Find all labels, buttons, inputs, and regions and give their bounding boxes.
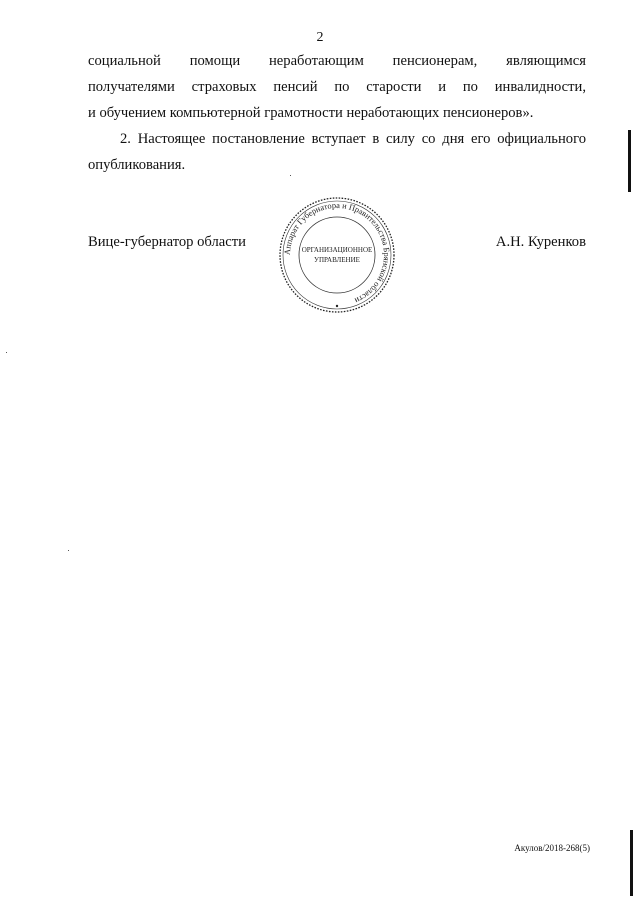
word: и <box>438 79 447 95</box>
word: получателями <box>88 79 175 95</box>
stamp-inner-line2: УПРАВЛЕНИЕ <box>314 256 360 264</box>
scan-speck <box>290 175 291 176</box>
signatory-title: Вице-губернатор области <box>88 234 246 250</box>
word: пенсий <box>273 79 318 95</box>
word: постановление <box>212 131 305 147</box>
paragraph2-line2: опубликования. <box>88 157 186 173</box>
scan-speck <box>6 352 7 353</box>
word: официального <box>497 131 586 147</box>
word: являющимся <box>506 53 586 69</box>
word: помощи <box>189 53 241 69</box>
scan-edge-mark <box>630 830 633 896</box>
word: дня <box>442 131 465 147</box>
signatory-name: А.Н. Куренков <box>495 234 586 250</box>
word: его <box>471 131 491 147</box>
word: старости <box>366 79 422 95</box>
word: 2. <box>120 131 131 147</box>
word: страховых <box>191 79 257 95</box>
word: силу <box>386 131 415 147</box>
paragraph2-line1 <box>88 126 586 152</box>
stamp-outer-text: Аппарат Губернатора и Правительства Брянской области <box>282 200 392 306</box>
word: со <box>421 131 436 147</box>
word: вступает <box>311 131 366 147</box>
word: по <box>462 79 478 95</box>
word: по <box>334 79 350 95</box>
document-code: Акулов/2018-268(5) <box>514 843 590 853</box>
official-stamp <box>277 196 397 314</box>
word: пенсионерам, <box>392 53 478 69</box>
body-text <box>88 48 586 178</box>
word: Настоящее <box>137 131 206 147</box>
word: в <box>372 131 380 147</box>
scan-speck <box>68 550 69 551</box>
paragraph1-line1 <box>88 48 586 74</box>
word: социальной <box>88 53 161 69</box>
paragraph1-line3: и обучением компьютерной грамотности неработающих пенсионеров». <box>88 105 534 121</box>
stamp-inner-line1: ОРГАНИЗАЦИОННОЕ <box>301 246 373 254</box>
word: инвалидности, <box>494 79 586 95</box>
page-number: 2 <box>316 30 324 45</box>
paragraph1-line2 <box>88 74 586 100</box>
word: неработающим <box>269 53 364 69</box>
scan-edge-mark <box>628 130 631 192</box>
